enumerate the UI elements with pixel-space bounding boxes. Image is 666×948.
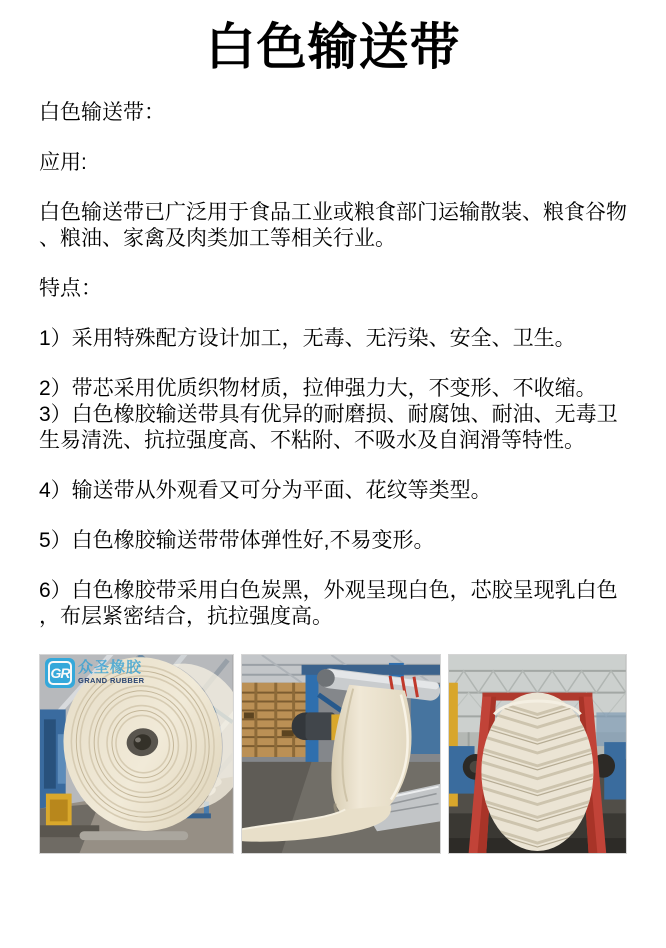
- feature-item-4: 4）输送带从外观看又可分为平面、花纹等类型。: [39, 479, 492, 502]
- application-text: 白色输送带已广泛用于食品工业或粮食部门运输散装、粮食谷物、粮油、家禽及肉类加工等相关行业。: [39, 201, 627, 250]
- feature-item-6: 6）白色橡胶带采用白色炭黑，外观呈现白色，芯胶呈现乳白色，布层紧密结合，抗拉强度高。: [39, 579, 618, 628]
- chevron-roll-illustration: [449, 655, 626, 853]
- belt-machine-illustration: [242, 655, 441, 853]
- body-text: [39, 100, 627, 630]
- document-page: [0, 18, 666, 948]
- gr-monogram-icon: GR: [45, 658, 75, 688]
- page-title: 白色输送带: [205, 19, 461, 75]
- features-heading: 特点：: [39, 277, 102, 300]
- photo-chevron-belt-roll: [448, 654, 627, 854]
- feature-item-3: 3）白色橡胶输送带具有优异的耐磨损、耐腐蚀、耐油、无毒卫生易清洗、抗拉强度高、不粘附、不吸水及自润滑等特性。: [39, 403, 618, 452]
- feature-item-5: 5）白色橡胶输送带带体弹性好,不易变形。: [39, 529, 435, 552]
- intro-label: 白色输送带：: [39, 101, 165, 124]
- photo-grid: [39, 654, 627, 854]
- feature-item-1: 1）采用特殊配方设计加工，无毒、无污染、安全、卫生。: [39, 327, 576, 350]
- brand-name-en: GRAND RUBBER: [78, 676, 145, 685]
- brand-name-cn: 众圣橡胶: [78, 659, 143, 676]
- photo-factory-belt-roll: [39, 654, 234, 854]
- photo-belt-on-machine: [241, 654, 442, 854]
- watermark-logo: [45, 658, 144, 688]
- application-heading: 应用:: [39, 151, 87, 174]
- feature-item-2: 2）带芯采用优质织物材质，拉伸强力大，不变形、不收缩。: [39, 377, 597, 400]
